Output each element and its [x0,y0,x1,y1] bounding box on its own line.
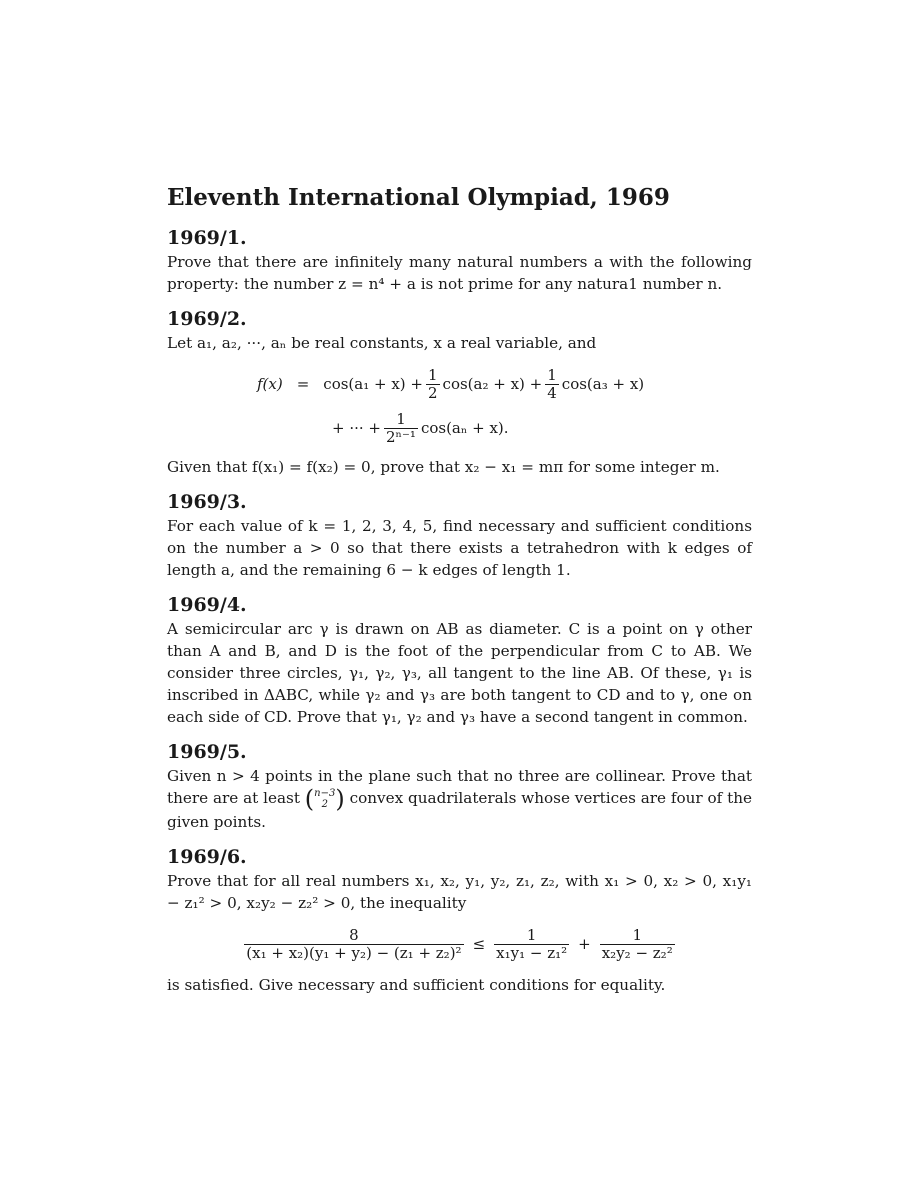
problem-5 [167,741,752,833]
display-inequality [167,922,752,966]
fraction [494,927,569,962]
equation-term: cos(aₙ + x). [420,419,509,437]
binomial-bottom: 2 [321,799,328,810]
problem-text: A semicircular arc γ is drawn on AB as diameter. C is a point on γ other than A and B, and D is the foot of the perpendicular from C to AB. We consider three circles, γ₁, γ₂, γ₃, all tangent to the line AB. Of these, γ₁ is inscribed in ΔABC, while γ₂ and γ₃ are both tangent to CD and to γ, one on each side of CD. Prove that γ₁, γ₂ and γ₃ have a second tangent in common. [167,620,752,726]
equation-row [167,406,752,450]
binomial-top: n−3 [314,788,336,799]
denominator: x₂y₂ − z₂² [601,943,673,962]
equation-row [167,922,752,966]
denominator: 2 [428,383,438,402]
page-title: Eleventh International Olympiad, 1969 [167,184,670,211]
problem-4 [167,594,752,728]
leq-symbol: ≤ [472,935,486,953]
equation-term: cos(a₂ + x) + [442,375,543,393]
problem-heading: 1969/3. [167,491,247,513]
problem-text: Prove that for all real numbers x₁, x₂, y₁, y₂, z₁, z₂, with x₁ > 0, x₂ > 0, x₁y₁ − z₁² > 0, x₂y₂ − z₂² > 0, the inequality [167,872,752,912]
problem-3 [167,491,752,581]
denominator: 4 [547,383,557,402]
text-run: convex quadrilaterals whose vertices are four of the given points. [167,789,753,831]
denominator: 2ⁿ⁻¹ [385,427,416,446]
denominator: (x₁ + x₂)(y₁ + y₂) − (z₁ + z₂)² [246,943,462,962]
problem-heading: 1969/4. [167,594,247,616]
fraction [545,367,559,402]
problem-text: Prove that there are infinitely many natural numbers a with the following property: the number z = n⁴ + a is not prime for any natura1 number n. [167,253,752,293]
fraction [384,411,418,446]
fraction [600,927,675,962]
equation-row [167,362,752,406]
text-run: Given n > 4 points in the plane such that no three are collinear. Prove that there are at least [167,767,752,807]
plus-symbol: + [578,935,591,953]
problem-text: For each value of k = 1, 2, 3, 4, 5, find necessary and sufficient conditions on the number a > 0 so that there exists a tetrahedron with k edges of length a, and the remaining 6 − k edges of length 1. [167,517,752,579]
problem-text: Let a₁, a₂, ···, aₙ be real constants, x a real variable, and [167,334,597,352]
numerator: 1 [632,925,642,944]
equation-lhs: f(x) [257,375,283,393]
equation-equals: = [296,375,310,393]
problem-6 [167,846,752,996]
fraction [244,927,463,962]
equation-term: cos(a₃ + x) [561,375,645,393]
numerator: 1 [396,409,406,428]
fraction [426,367,440,402]
problem-text: Given that f(x₁) = f(x₂) = 0, prove that x₂ − x₁ = mπ for some integer m. [167,458,720,476]
problem-heading: 1969/2. [167,308,247,330]
equation-term: cos(a₁ + x) + [323,375,423,393]
problem-heading: 1969/5. [167,741,247,763]
numerator: 1 [526,925,537,944]
problem-2 [167,308,752,478]
display-equation [167,362,752,450]
problem-heading: 1969/1. [167,227,247,249]
numerator: 8 [349,925,359,944]
problem-text: is satisfied. Give necessary and sufficient conditions for equality. [167,976,666,994]
denominator: x₁y₁ − z₁² [496,943,568,962]
problem-text [167,765,752,833]
numerator: 1 [547,365,557,384]
problem-heading: 1969/6. [167,846,247,868]
problem-1 [167,227,752,295]
document-body [167,183,752,1009]
numerator: 1 [428,365,438,384]
binomial-coefficient: ( n−3 2 ) [304,785,345,813]
equation-term: + ··· + [332,419,381,437]
